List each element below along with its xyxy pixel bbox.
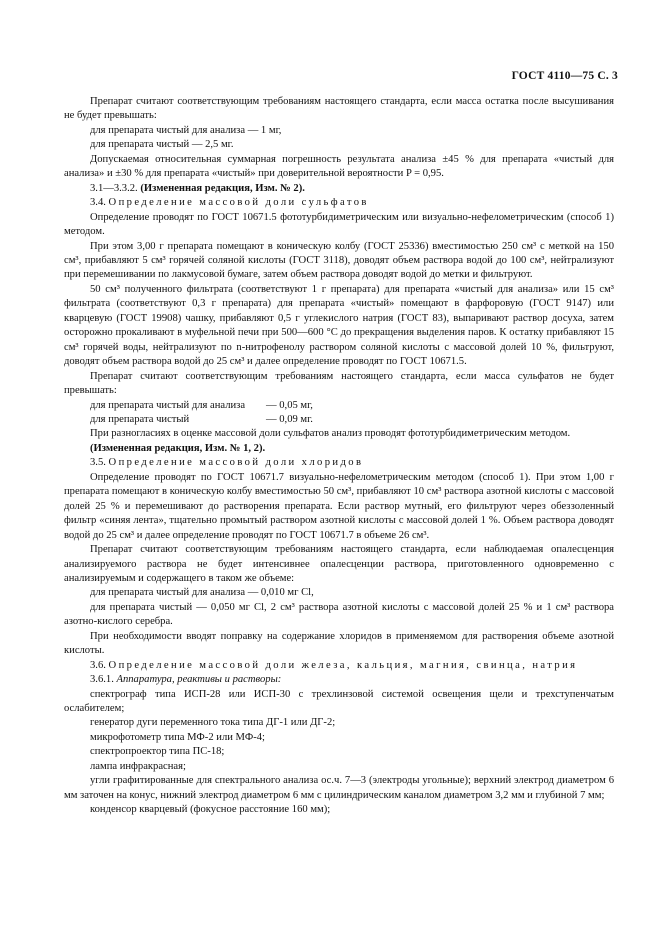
section-title: Определение массовой доли хлоридов [108,457,364,469]
paragraph [64,211,614,240]
limit-row [64,399,614,413]
paragraph [64,659,614,673]
revision-note: (Измененная редакция, Изм. № 2). [140,182,305,194]
section-title: Определение массовой доли сульфатов [108,197,369,209]
paragraph-text: генератор дуги переменного тока типа ДГ-1 или ДГ-2; [90,717,336,729]
paragraph [64,182,614,196]
paragraph-text: 3.5. [90,457,109,469]
paragraph [64,240,614,283]
paragraph [64,427,614,441]
paragraph-text: лампа инфракрасная; [90,760,186,772]
paragraph-text: Допускаемая относительная суммарная погрешность результата анализа ±45 % для препарата «чистый для анализа» и ±30 % для препарата «чистый» при доверительной вероятности P = 0,95. [64,153,614,180]
paragraph-text: 3.1—3.3.2. [90,182,141,194]
paragraph [64,630,614,659]
limit-label: для препарата чистый [90,413,190,425]
paragraph-text: микрофотометр типа МФ-2 или МФ-4; [90,731,265,743]
paragraph [64,803,614,817]
section-title: Определение массовой доли железа, кальция, магния, свинца, натрия [108,659,578,671]
paragraph [64,196,614,210]
paragraph-text: Определение проводят по ГОСТ 10671.7 визуально-нефелометрическим методом (способ 1). При этом 1,00 г препарата помещают в коническую колбу вместимостью 50 см³, прибавляют 10 см³ раствора азотной кислоты с массовой долей 25 % и перемешивают до растворения препарата. Если раствор мутный, его фильтруют через обеззоленный фильтр «синяя лента», тщательно промытый раствором азотной кислоты с массовой долей 1 %. Объем раствора доводят водой до 25 см³ и далее определение проводят по ГОСТ 10671.7 в объеме 26 см³. [64,471,614,541]
document-body [64,95,614,818]
paragraph-text: спектропроектор типа ПС-18; [90,746,225,758]
limit-row [64,413,614,427]
paragraph-text: Препарат считают соответствующим требованиям настоящего стандарта, если масса остатка после высушивания не будет превышать: [64,96,614,122]
paragraph [64,471,614,543]
paragraph [64,153,614,182]
paragraph-text: При этом 3,00 г препарата помещают в коническую колбу (ГОСТ 25336) вместимостью 250 см³ с меткой на 150 см³, прибавляют 5 см³ горячей соляной кислоты (ГОСТ 3118), доводят объем раствора водой до 100 см³, нейтрализуют при перемешивании по лакмусовой бумаге, затем объем раствора доводят водой до метки и фильтруют. [64,240,614,281]
paragraph [64,124,614,138]
paragraph-text: 3.6. [90,659,109,671]
paragraph [64,716,614,730]
paragraph-text: для препарата чистый — 0,050 мг Cl, 2 см³ раствора азотной кислоты с массовой долей 25 % и 1 см³ раствора азотно-кислого серебра. [64,601,614,628]
paragraph-text: При необходимости вводят поправку на содержание хлоридов в применяемом для растворения объеме азотной кислоты. [64,630,614,657]
paragraph [64,586,614,600]
paragraph-text: При разногласиях в оценке массовой доли сульфатов анализ проводят фототурбидиметрическим методом. [90,428,571,440]
limit-value: — 0,09 мг. [266,413,313,425]
limit-value: — 0,05 мг, [266,399,313,411]
paragraph [64,370,614,399]
paragraph [64,760,614,774]
paragraph [64,283,614,370]
paragraph-text: 3.6.1. [90,674,117,686]
paragraph-text: угли графитированные для спектрального анализа ос.ч. 7—3 (электроды угольные); верхний электрод диаметром 6 мм заточен на конус, нижний электрод диаметром 6 мм с цилиндрическим каналом диаметром 3,2 мм и глубиной 7 мм; [64,775,614,801]
paragraph [64,688,614,717]
paragraph-text: Препарат считают соответствующим требованиям настоящего стандарта, если наблюдаемая опалесценция анализируемого раствора не будет интенсивнее опалесценции раствора, приготовленного одновременно с анализируемым и содержащего в таком же объеме: [64,544,614,584]
paragraph [64,95,614,124]
paragraph-text: Препарат считают соответствующим требованиям настоящего стандарта, если масса сульфатов не будет превышать: [64,370,614,397]
paragraph-text: для препарата чистый — 2,5 мг. [90,139,234,151]
paragraph [64,138,614,152]
paragraph [64,456,614,470]
paragraph [64,543,614,586]
paragraph-text: спектрограф типа ИСП-28 или ИСП-30 с трехлинзовой системой освещения щели и трехступенчатым ослабителем; [64,688,614,715]
paragraph [64,774,614,803]
revision-note: (Измененная редакция, Изм. № 1, 2). [90,442,266,454]
paragraph-text: конденсор кварцевый (фокусное расстояние 160 мм); [90,804,331,816]
subsection-title: Аппаратура, реактивы и растворы: [116,674,282,686]
paragraph [64,673,614,687]
paragraph [64,442,614,456]
paragraph [64,745,614,759]
paragraph-text: 3.4. [90,197,109,209]
paragraph-text: 50 см³ полученного фильтрата (соответствуют 1 г препарата) для препарата «чистый для анализа» или 15 см³ фильтрата (соответствуют 0,3 г препарата) для препарата «чистый» помещают в фарфоровую (ГОСТ 9147) или кварцевую (ГОСТ 19908) чашку, прибавляют 0,5 г углекислого натрия (ГОСТ 83), выпаривают раствор досуха, затем осторожно прокаливают в муфельной печи при 500—600 °C до прекращения выделения паров. К остатку прибавляют 15 см³ горячей воды, нейтрализуют по n-нитрофенолу раствором соляной кислоты с массовой долей 10 %, фильтруют, доводят объем раствора водой до 25 см³ и далее определение проводят по ГОСТ 10671.5. [64,283,614,368]
paragraph-text: для препарата чистый для анализа — 1 мг, [90,124,282,136]
running-header: ГОСТ 4110—75 С. 3 [511,70,618,82]
paragraph [64,601,614,630]
paragraph-text: для препарата чистый для анализа — 0,010 мг Cl, [90,587,314,599]
paragraph [64,731,614,745]
limit-label: для препарата чистый для анализа [90,399,246,411]
paragraph-text: Определение проводят по ГОСТ 10671.5 фототурбидиметрическим или визуально-нефелометрическим (способ 1) методом. [64,211,614,238]
